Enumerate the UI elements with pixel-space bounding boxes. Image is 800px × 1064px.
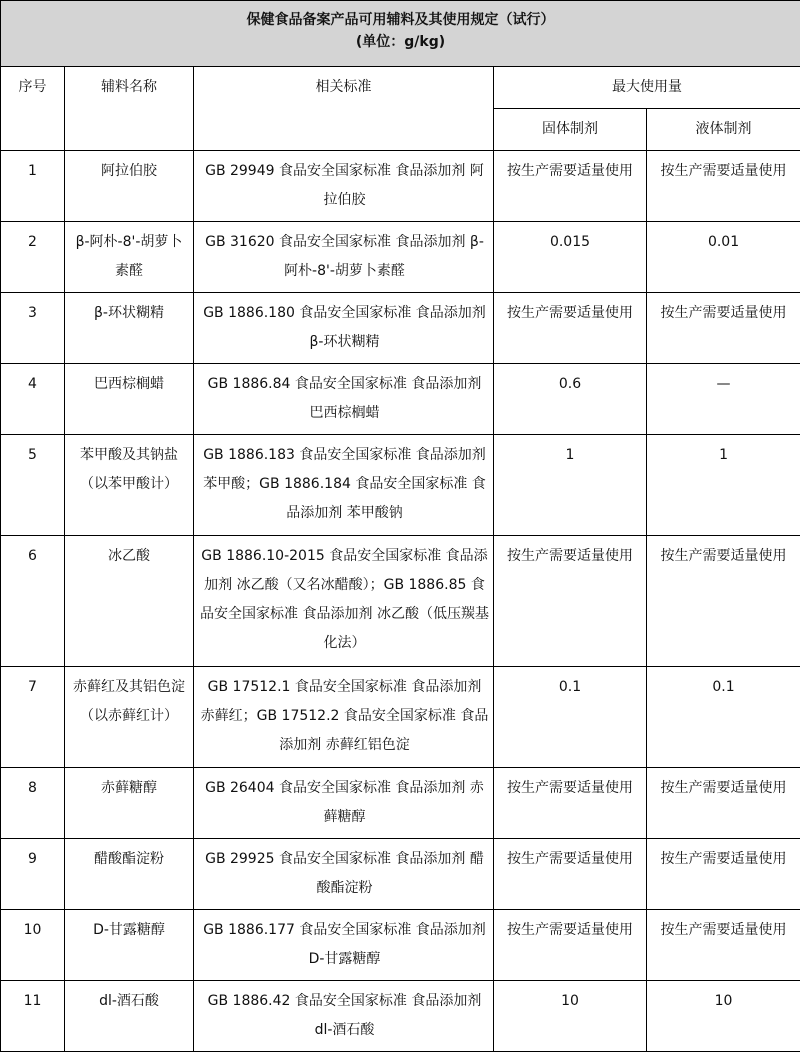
row-number: 11 [1,981,65,1052]
row-number: 2 [1,222,65,293]
row-solid-max: 0.6 [494,364,647,435]
row-excipient-name: D-甘露糖醇 [65,910,194,981]
table-row [1,839,800,910]
header-liquid: 液体制剂 [647,109,800,151]
table-row [1,667,800,768]
row-liquid-max: 按生产需要适量使用 [647,293,800,364]
row-number: 6 [1,536,65,667]
row-excipient-name: 醋酸酯淀粉 [65,839,194,910]
row-liquid-max: 0.1 [647,667,800,768]
row-solid-max: 按生产需要适量使用 [494,768,647,839]
row-number: 4 [1,364,65,435]
row-excipient-name: 巴西棕榈蜡 [65,364,194,435]
row-standard: GB 17512.1 食品安全国家标准 食品添加剂 赤藓红；GB 17512.2 食品安全国家标准 食品添加剂 赤藓红铝色淀 [194,667,494,768]
row-standard: GB 1886.10-2015 食品安全国家标准 食品添加剂 冰乙酸（又名冰醋酸）；GB 1886.85 食品安全国家标准 食品添加剂 冰乙酸（低压羰基化法） [194,536,494,667]
row-number: 1 [1,151,65,222]
row-liquid-max: 1 [647,435,800,536]
row-standard: GB 29949 食品安全国家标准 食品添加剂 阿拉伯胶 [194,151,494,222]
table-title: 保健食品备案产品可用辅料及其使用规定（试行） [246,12,555,28]
header-max-usage: 最大使用量 [494,67,800,109]
table-row [1,151,800,222]
row-excipient-name: 赤藓红及其铝色淀（以赤藓红计） [65,667,194,768]
row-excipient-name: dl-酒石酸 [65,981,194,1052]
row-liquid-max: — [647,364,800,435]
row-excipient-name: β-阿朴-8'-胡萝卜素醛 [65,222,194,293]
row-liquid-max: 按生产需要适量使用 [647,839,800,910]
row-number: 7 [1,667,65,768]
row-solid-max: 10 [494,981,647,1052]
header-solid: 固体制剂 [494,109,647,151]
row-number: 5 [1,435,65,536]
row-excipient-name: 阿拉伯胶 [65,151,194,222]
row-standard: GB 1886.180 食品安全国家标准 食品添加剂 β-环状糊精 [194,293,494,364]
row-solid-max: 0.015 [494,222,647,293]
row-liquid-max: 按生产需要适量使用 [647,768,800,839]
table-row [1,910,800,981]
row-solid-max: 按生产需要适量使用 [494,839,647,910]
row-excipient-name: 赤藓糖醇 [65,768,194,839]
table-title-cell [1,1,800,67]
row-solid-max: 按生产需要适量使用 [494,536,647,667]
header-standard: 相关标准 [194,67,494,151]
header-num: 序号 [1,67,65,151]
row-solid-max: 按生产需要适量使用 [494,293,647,364]
row-standard: GB 31620 食品安全国家标准 食品添加剂 β-阿朴-8'-胡萝卜素醛 [194,222,494,293]
table-row [1,222,800,293]
row-standard: GB 1886.177 食品安全国家标准 食品添加剂 D-甘露糖醇 [194,910,494,981]
title-row [1,1,800,67]
row-standard: GB 1886.42 食品安全国家标准 食品添加剂 dl-酒石酸 [194,981,494,1052]
row-solid-max: 0.1 [494,667,647,768]
row-number: 10 [1,910,65,981]
header-name: 辅料名称 [65,67,194,151]
row-excipient-name: 冰乙酸 [65,536,194,667]
row-number: 3 [1,293,65,364]
row-standard: GB 26404 食品安全国家标准 食品添加剂 赤藓糖醇 [194,768,494,839]
table-row [1,293,800,364]
row-liquid-max: 10 [647,981,800,1052]
row-standard: GB 29925 食品安全国家标准 食品添加剂 醋酸酯淀粉 [194,839,494,910]
row-solid-max: 按生产需要适量使用 [494,910,647,981]
row-number: 9 [1,839,65,910]
table-unit: (单位：g/kg) [355,34,446,50]
row-liquid-max: 按生产需要适量使用 [647,910,800,981]
row-solid-max: 1 [494,435,647,536]
table-row [1,364,800,435]
row-standard: GB 1886.84 食品安全国家标准 食品添加剂 巴西棕榈蜡 [194,364,494,435]
row-liquid-max: 按生产需要适量使用 [647,151,800,222]
table-row [1,536,800,667]
table-row [1,435,800,536]
row-liquid-max: 0.01 [647,222,800,293]
table-row [1,768,800,839]
header-row [1,67,800,109]
row-excipient-name: β-环状糊精 [65,293,194,364]
row-standard: GB 1886.183 食品安全国家标准 食品添加剂 苯甲酸；GB 1886.184 食品安全国家标准 食品添加剂 苯甲酸钠 [194,435,494,536]
table-row [1,981,800,1052]
row-solid-max: 按生产需要适量使用 [494,151,647,222]
row-number: 8 [1,768,65,839]
row-liquid-max: 按生产需要适量使用 [647,536,800,667]
row-excipient-name: 苯甲酸及其钠盐（以苯甲酸计） [65,435,194,536]
